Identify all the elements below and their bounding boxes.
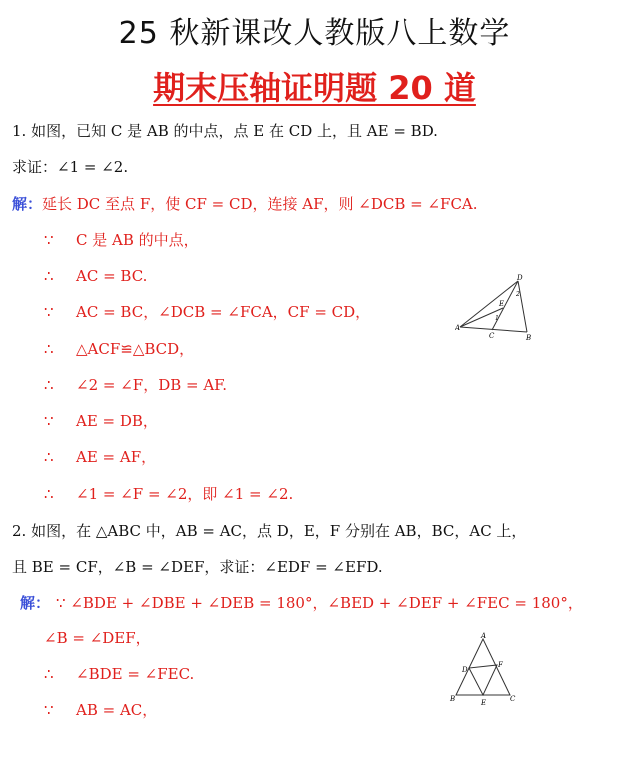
step-symbol: ∴ xyxy=(44,665,54,683)
problem1-statement: 1. 如图，已知 C 是 AB 的中点，点 E 在 CD 上，且 AE = BD. xyxy=(12,122,438,140)
proof-step xyxy=(44,447,156,467)
label-B: B xyxy=(526,334,532,342)
problem1-figure xyxy=(455,272,535,342)
label-B: B xyxy=(450,695,456,703)
step-symbol: ∴ xyxy=(44,340,54,358)
solution-label: 解： xyxy=(20,594,51,612)
step-symbol: ∴ xyxy=(44,485,54,503)
proof-step xyxy=(44,484,293,504)
step-symbol: ∵ xyxy=(44,231,54,249)
solution-label: 解： xyxy=(12,195,43,213)
step-symbol: ∵ xyxy=(44,701,54,719)
proof-step xyxy=(44,664,194,684)
problem1-prove: 求证：∠1 = ∠2. xyxy=(12,158,129,176)
step-symbol: ∵ xyxy=(44,303,54,321)
page-subtitle: 期末压轴证明题 20 道 xyxy=(153,69,476,107)
proof-step xyxy=(44,230,199,250)
label-E: E xyxy=(499,300,505,308)
step-text: AE = AF， xyxy=(76,448,157,466)
proof-step xyxy=(44,411,158,431)
step-text: AE = DB， xyxy=(76,412,158,430)
solution-intro: 延长 DC 至点 F，使 CF = CD，连接 AF，则 ∠DCB = ∠FCA. xyxy=(42,195,478,213)
proof-step xyxy=(44,266,147,286)
step-text: ∠2 = ∠F，DB = AF. xyxy=(76,376,228,394)
label-A: A xyxy=(455,324,461,332)
step-text: ∠BDE = ∠FEC. xyxy=(76,665,195,683)
angle-label-1: 1 xyxy=(495,315,499,322)
step-text: AC = BC，∠DCB = ∠FCA，CF = CD， xyxy=(76,303,371,321)
proof-step xyxy=(44,302,370,322)
problem2-solution-line2: ∠B = ∠DEF， xyxy=(44,629,151,647)
proof-step xyxy=(44,700,157,720)
step-text: AC = BC. xyxy=(76,267,148,285)
label-D: D xyxy=(517,274,523,282)
step-symbol: ∴ xyxy=(44,376,54,394)
step-text: C 是 AB 的中点， xyxy=(76,231,199,249)
step-text: △ACF≌△BCD， xyxy=(76,340,195,358)
problem2-figure xyxy=(446,632,520,712)
angle-label-2: 2 xyxy=(516,291,520,298)
step-text: ∠1 = ∠F = ∠2，即 ∠1 = ∠2. xyxy=(76,485,294,503)
problem2-statement-line2: 且 BE = CF，∠B = ∠DEF，求证：∠EDF = ∠EFD. xyxy=(12,558,383,576)
label-D: D xyxy=(462,666,468,674)
step-symbol: ∵ xyxy=(44,412,54,430)
step-symbol: ∴ xyxy=(44,448,54,466)
label-E: E xyxy=(481,699,487,707)
label-C: C xyxy=(510,695,516,703)
step-text: AB = AC， xyxy=(76,701,158,719)
problem2-solution-line1 xyxy=(20,593,583,613)
page-title: 25 秋新课改人教版八上数学 xyxy=(118,16,511,51)
label-A: A xyxy=(481,632,487,640)
label-C: C xyxy=(489,332,495,340)
step-symbol: ∴ xyxy=(44,267,54,285)
problem2-statement-line1: 2. 如图，在 △ABC 中，AB = AC，点 D，E，F 分别在 AB，BC，AC 上， xyxy=(12,522,527,540)
problem1-solution-intro-line xyxy=(12,194,478,214)
proof-step xyxy=(44,375,227,395)
proof-step xyxy=(44,339,194,359)
solution-text: ∵ ∠BDE + ∠DBE + ∠DEB = 180°，∠BED + ∠DEF + ∠FEC = 180°， xyxy=(56,594,583,612)
label-F: F xyxy=(498,661,503,669)
